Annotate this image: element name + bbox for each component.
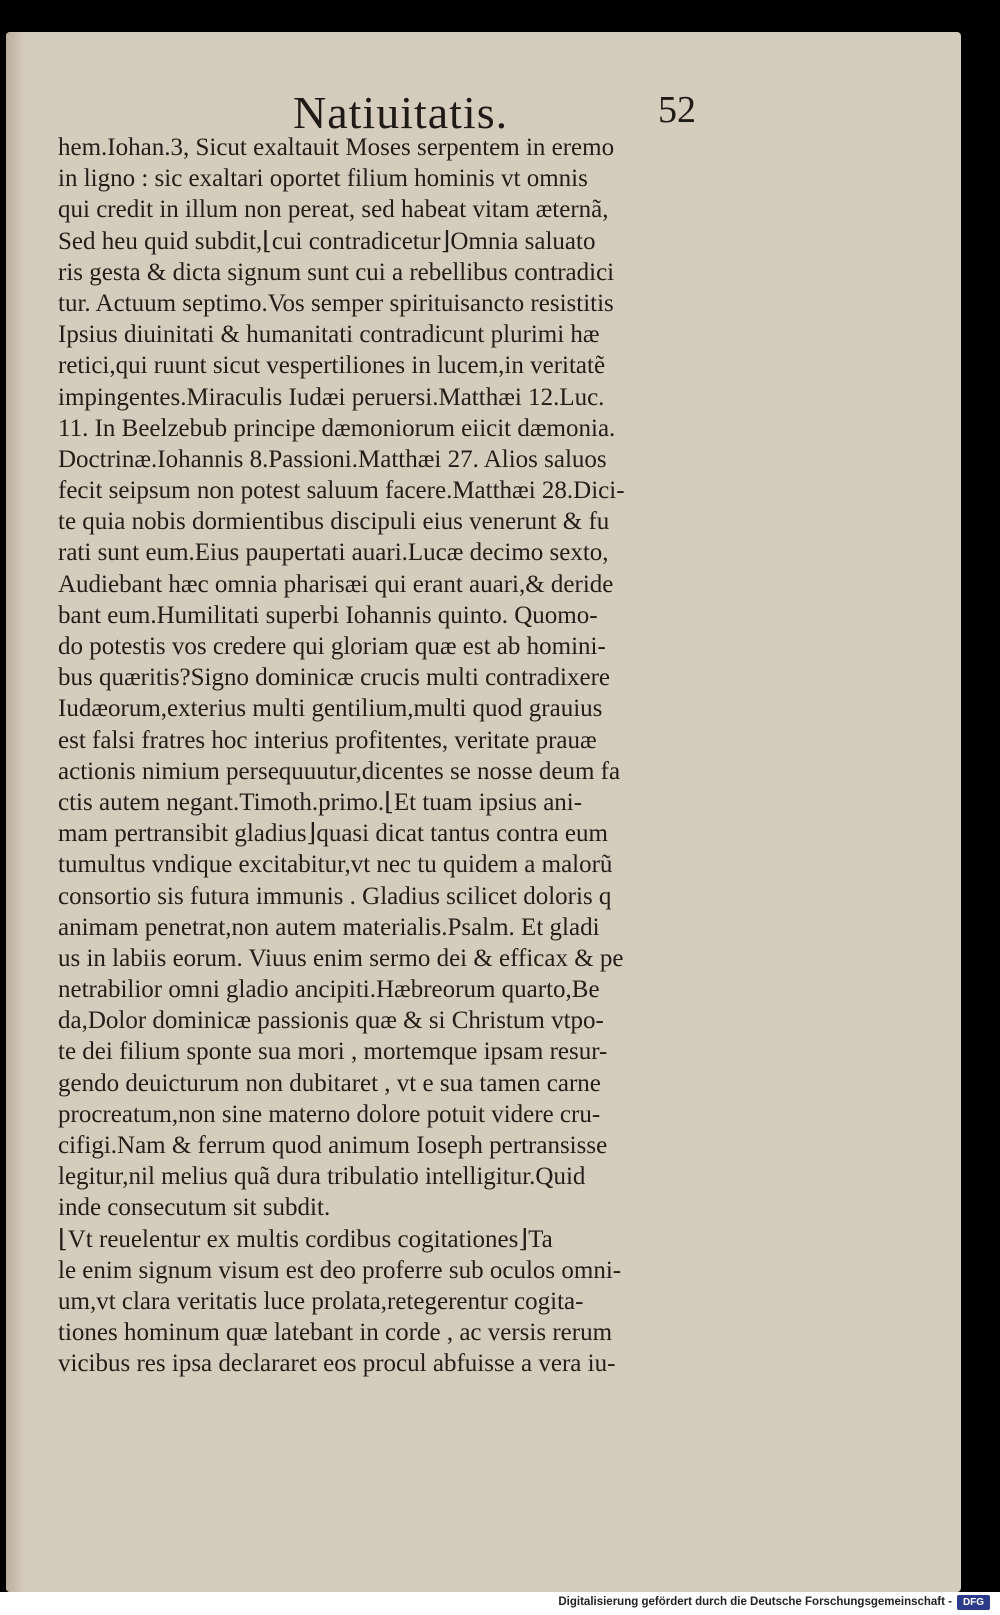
text-line: rati sunt eum.Eius paupertati auari.Lucæ decimo sexto, xyxy=(58,539,609,567)
footer-credit: Digitalisierung gefördert durch die Deutsche Forschungsgemeinschaft - xyxy=(558,1596,952,1608)
text-line: impingentes.Miraculis Iudæi peruersi.Matthæi 12.Luc. xyxy=(58,383,605,411)
text-line: procreatum,non sine materno dolore potuit videre cru- xyxy=(58,1100,601,1128)
text-line: 11. In Beelzebub principe dæmoniorum eiicit dæmonia. xyxy=(58,414,616,442)
text-line: ctis autem negant.Timoth.primo.⌊Et tuam ipsius ani- xyxy=(58,788,583,816)
text-line: ris gesta & dicta signum sunt cui a rebellibus contradici xyxy=(58,258,615,286)
text-line: fecit seipsum non potest saluum facere.Matthæi 28.Dici- xyxy=(58,477,625,505)
text-line: us in labiis eorum. Viuus enim sermo dei & efficax & pe xyxy=(58,944,624,972)
text-line: bant eum.Humilitati superbi Iohannis quinto. Quomo- xyxy=(58,601,598,629)
text-line: actionis nimium persequuutur,dicentes se nosse deum fa xyxy=(58,757,621,785)
text-line: um,vt clara veritatis luce prolata,retegerentur cogita- xyxy=(58,1287,584,1315)
text-line: tumultus vndique excitabitur,vt nec tu quidem a malorũ xyxy=(58,851,613,879)
text-line: est falsi fratres hoc interius profitentes, veritate prauæ xyxy=(58,726,597,754)
text-line: do potestis vos credere qui gloriam quæ est ab homini- xyxy=(58,633,606,660)
text-line: animam penetrat,non autem materialis.Psalm. Et gladi xyxy=(58,913,600,941)
running-title: Natiuitatis. xyxy=(293,87,509,138)
text-line: cifigi.Nam & ferrum quod animum Ioseph pertransisse xyxy=(58,1132,608,1159)
text-line: te dei filium sponte sua mori , mortemque ipsam resur- xyxy=(58,1038,608,1066)
text-line: Ipsius diuinitati & humanitati contradicunt plurimi hæ xyxy=(58,321,600,349)
text-line: qui credit in illum non pereat, sed habeat vitam æternã, xyxy=(58,196,609,224)
text-line: legitur,nil melius quã dura tribulatio intelligitur.Quid xyxy=(58,1163,586,1191)
text-line: in ligno : sic exaltari oportet filium hominis vt omnis xyxy=(58,165,588,193)
text-line: Sed heu quid subdit,⌊cui contradicetur⌋Omnia saluato xyxy=(58,227,596,255)
dfg-logo: DFG xyxy=(957,1595,990,1610)
text-line: te quia nobis dormientibus discipuli eius venerunt & fu xyxy=(58,508,610,536)
text-line: ⌊Vt reuelentur ex multis cordibus cogitationes⌋Ta xyxy=(58,1225,553,1253)
book-page xyxy=(6,32,961,1592)
text-line: retici,qui ruunt sicut vespertiliones in lucem,in veritatẽ xyxy=(58,352,606,380)
text-line: inde consecutum sit subdit. xyxy=(58,1194,331,1222)
text-line: bus quæritis?Signo dominicæ crucis multi contradixere xyxy=(58,664,611,692)
text-line: mam pertransibit gladius⌋quasi dicat tantus contra eum xyxy=(58,820,608,848)
text-line: Doctrinæ.Iohannis 8.Passioni.Matthæi 27. Alios saluos xyxy=(58,445,607,473)
text-line: da,Dolor dominicæ passionis quæ & si Christum vtpo- xyxy=(58,1007,604,1035)
body-text xyxy=(58,132,740,1380)
text-line: tiones hominum quæ latebant in corde , ac versis rerum xyxy=(58,1319,613,1347)
text-line: gendo deuicturum non dubitaret , vt e sua tamen carne xyxy=(58,1069,601,1097)
footer-bar xyxy=(0,1592,1000,1615)
text-line: tur. Actuum septimo.Vos semper spirituisancto resistitis xyxy=(58,289,614,317)
text-line: le enim signum visum est deo proferre sub oculos omni- xyxy=(58,1256,622,1284)
text-line: netrabilior omni gladio ancipiti.Hæbreorum quarto,Be xyxy=(58,976,600,1004)
text-line: hem.Iohan.3, Sicut exaltauit Moses serpentem in eremo xyxy=(58,134,615,161)
text-line: vicibus res ipsa declararet eos procul abfuisse a vera iu- xyxy=(58,1350,616,1378)
text-line: Audiebant hæc omnia pharisæi qui erant auari,& deride xyxy=(58,570,614,598)
text-line: Iudæorum,exterius multi gentilium,multi quod grauius xyxy=(58,695,603,723)
page-edge-shadow xyxy=(6,32,24,1592)
text-line: consortio sis futura immunis . Gladius scilicet doloris q xyxy=(58,882,612,910)
page-number: 52 xyxy=(658,89,696,131)
